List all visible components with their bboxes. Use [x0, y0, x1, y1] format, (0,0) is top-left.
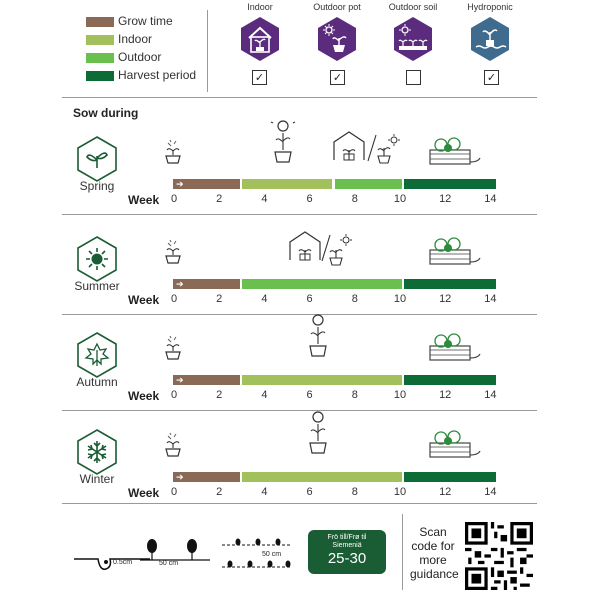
germination-label: Frö till/Frø til Siemeniä	[327, 534, 367, 549]
checkbox-outdoor-pot: ✓	[330, 70, 345, 85]
qr-code-icon[interactable]	[465, 522, 533, 590]
germination-value: 25-30	[327, 550, 367, 567]
sow-title: Sow during	[73, 106, 139, 120]
week-tick: 8	[351, 486, 358, 498]
bar-segment-harvest-period	[404, 375, 496, 385]
harvest-basket-icon	[426, 136, 482, 166]
week-tick: 14	[484, 193, 497, 205]
bar-segment-outdoor	[335, 179, 402, 189]
checkbox-hydroponic: ✓	[484, 70, 499, 85]
leaf-icon	[77, 332, 117, 378]
seed-pot-icon	[164, 139, 182, 165]
week-tick: 2	[216, 193, 223, 205]
sprout-icon	[77, 136, 117, 182]
season-name: Winter	[79, 472, 115, 486]
week-tick: 12	[439, 293, 452, 305]
week-tick: 4	[261, 486, 268, 498]
checkbox-outdoor-soil	[406, 70, 421, 85]
week-tick: 0	[170, 389, 178, 401]
week-tick: 0	[170, 193, 178, 205]
row-spacing-label: 50 cm	[262, 551, 282, 558]
legend-label-outdoor: Outdoor	[118, 50, 162, 64]
week-tick: 6	[306, 486, 313, 498]
week-tick: 12	[439, 193, 452, 205]
lamp-seedling-icon	[305, 411, 331, 463]
legend-label-grow: Grow time	[118, 14, 173, 28]
legend-swatch-outdoor	[86, 53, 114, 63]
week-tick: 8	[351, 293, 358, 305]
week-tick: 2	[216, 293, 223, 305]
greenhouse-icon	[288, 230, 322, 262]
seed-pot-icon	[164, 432, 182, 458]
week-tick: 6	[306, 293, 313, 305]
sun-seedling-icon	[328, 234, 352, 270]
week-tick: 4	[261, 293, 268, 305]
week-tick: 8	[351, 389, 358, 401]
bar-segment-indoor	[242, 472, 402, 482]
legend-label-harvest: Harvest period	[118, 68, 197, 82]
week-tick: 10	[393, 389, 407, 401]
bar-segment-indoor	[242, 375, 402, 385]
week-tick: 10	[393, 293, 407, 305]
seed-pot-icon	[164, 335, 182, 361]
legend-swatch-harvest	[86, 71, 114, 81]
season-name: Autumn	[76, 375, 118, 389]
method-label-outdoor-soil: Outdoor soil	[388, 2, 438, 12]
week-tick: 14	[484, 486, 497, 498]
week-tick: 12	[439, 486, 452, 498]
sowing-depth-label: 0.5cm	[113, 559, 133, 566]
week-tick: 4	[261, 389, 268, 401]
bar-segment-harvest-period	[404, 279, 496, 289]
house-seedling-icon	[240, 16, 280, 62]
week-tick: 4	[261, 193, 268, 205]
legend-swatch-grow	[86, 17, 114, 27]
germination-badge	[308, 530, 386, 574]
legend-label-indoor: Indoor	[118, 32, 153, 46]
divider-top	[62, 97, 537, 98]
water-seedling-icon	[470, 16, 510, 62]
divider-bottom	[62, 503, 537, 504]
week-tick: 6	[306, 193, 313, 205]
week-label: Week	[128, 389, 160, 403]
sun-soil-icon	[393, 16, 433, 62]
start-arrow-icon: ➔	[176, 472, 184, 482]
week-tick: 6	[306, 389, 313, 401]
method-label-hydroponic: Hydroponic	[467, 2, 513, 12]
week-tick: 2	[216, 389, 223, 401]
harvest-basket-icon	[426, 429, 482, 459]
bar-segment-harvest-period	[404, 472, 496, 482]
plant-spacing-label: 50 cm	[159, 560, 179, 567]
bar-segment-harvest-period	[404, 179, 496, 189]
snowflake-icon	[77, 429, 117, 475]
week-label: Week	[128, 486, 160, 500]
week-tick: 0	[170, 486, 178, 498]
harvest-basket-icon	[426, 236, 482, 266]
legend-divider	[207, 10, 208, 92]
seed-pot-icon	[164, 239, 182, 265]
legend-swatch-indoor	[86, 35, 114, 45]
start-arrow-icon: ➔	[176, 375, 184, 385]
scan-text: Scan code for more guidance	[410, 525, 459, 581]
footer-divider	[402, 514, 403, 590]
season-divider	[62, 214, 537, 215]
week-tick: 10	[393, 193, 407, 205]
bar-segment-outdoor	[242, 279, 402, 289]
week-tick: 10	[393, 486, 407, 498]
sun-pot-icon	[317, 16, 357, 62]
week-label: Week	[128, 293, 160, 307]
week-tick: 12	[439, 389, 452, 401]
week-tick: 14	[484, 293, 497, 305]
bar-segment-indoor	[242, 179, 332, 189]
lamp-seedling-icon	[305, 314, 331, 366]
week-label: Week	[128, 193, 160, 207]
start-arrow-icon: ➔	[176, 279, 184, 289]
method-label-indoor: Indoor	[247, 2, 273, 12]
lamp-seedling-icon	[270, 120, 296, 172]
season-name: Spring	[79, 179, 115, 193]
season-divider	[62, 410, 537, 411]
week-tick: 14	[484, 389, 497, 401]
checkbox-indoor: ✓	[252, 70, 267, 85]
week-tick: 2	[216, 486, 223, 498]
season-name: Summer	[74, 279, 120, 293]
method-label-outdoor-pot: Outdoor pot	[313, 2, 361, 12]
greenhouse-icon	[332, 130, 366, 162]
week-tick: 8	[351, 193, 358, 205]
sun-seedling-icon	[376, 134, 400, 166]
season-divider	[62, 314, 537, 315]
harvest-basket-icon	[426, 332, 482, 362]
sun-icon	[77, 236, 117, 282]
week-tick: 0	[170, 293, 178, 305]
start-arrow-icon: ➔	[176, 179, 184, 189]
row-spacing-icon	[218, 533, 298, 575]
